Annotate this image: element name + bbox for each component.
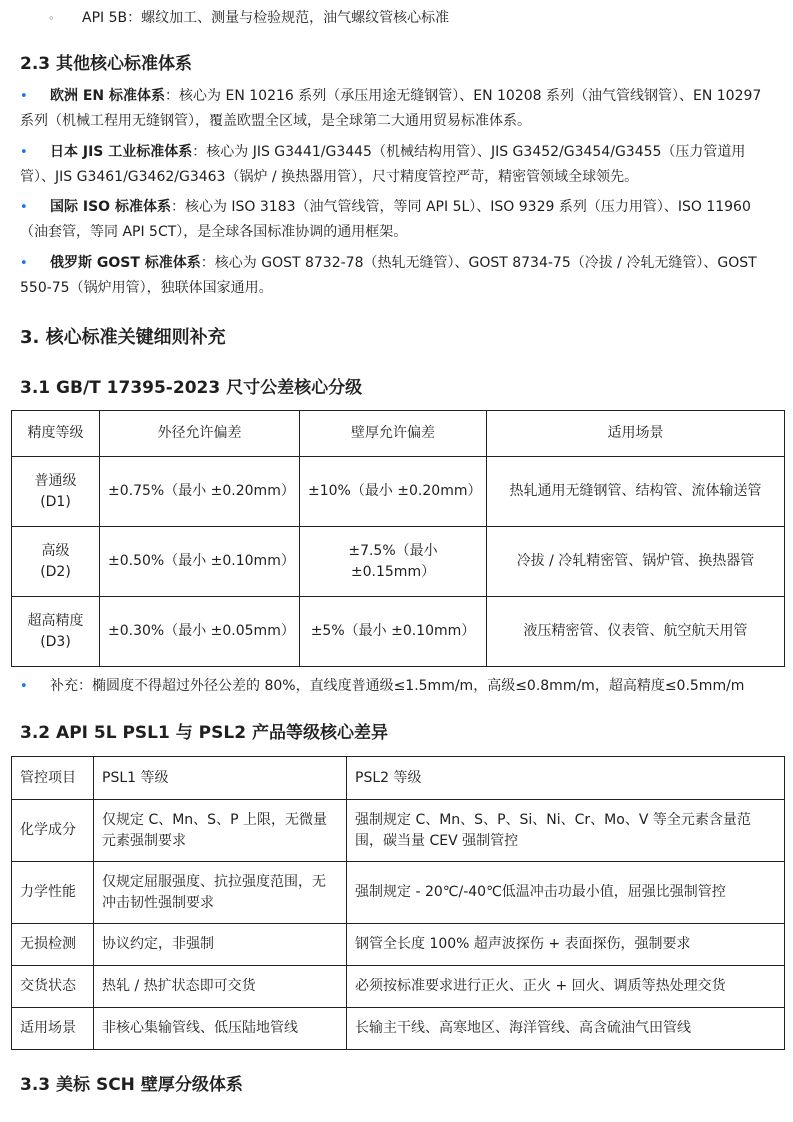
bullet-label: 日本 JIS 工业标准体系 <box>50 144 193 160</box>
bullet-item-jis <box>20 140 772 190</box>
table-header-cell: PSL2 等级 <box>347 757 785 800</box>
table-cell: 强制规定 - 20℃/-40℃低温冲击功最小值，屈强比强制管控 <box>347 862 785 924</box>
section-3-3-heading: 3.3 美标 SCH 壁厚分级体系 <box>20 1075 243 1095</box>
table-cell: ±0.75%（最小 ±0.20mm） <box>100 457 300 527</box>
table-row <box>12 800 785 862</box>
table-cell: ±10%（最小 ±0.20mm） <box>300 457 487 527</box>
table-cell: 冷拔 / 冷轧精密管、锅炉管、换热器管 <box>487 527 785 597</box>
table-cell: ±5%（最小 ±0.10mm） <box>300 597 487 667</box>
table-cell: 热轧 / 热扩状态即可交货 <box>94 966 347 1008</box>
table-cell: ±0.30%（最小 ±0.05mm） <box>100 597 300 667</box>
table-row <box>12 457 785 527</box>
bullet-dot-icon: • <box>20 145 28 160</box>
note-text: 补充：椭圆度不得超过外径公差的 80%，直线度普通级≤1.5mm/m，高级≤0.8mm/m，超高精度≤0.5mm/m <box>50 678 745 694</box>
table-cell: 液压精密管、仪表管、航空航天用管 <box>487 597 785 667</box>
bullet-item-en <box>20 84 772 134</box>
table-row <box>12 924 785 966</box>
bullet-dot-icon: • <box>20 256 28 271</box>
table-header-cell: 外径允许偏差 <box>100 411 300 457</box>
table-cell: 仅规定 C、Mn、S、P 上限，无微量元素强制要求 <box>94 800 347 862</box>
table-cell: 超高精度 (D3) <box>12 597 100 667</box>
table-cell: 长输主干线、高寒地区、海洋管线、高含硫油气田管线 <box>347 1008 785 1050</box>
sub-bullet-api-5b <box>48 8 449 29</box>
bullet-text: ：核心为 EN 10216 系列（承压用途无缝钢管）、EN 10208 系列（油气管线钢管）、EN 10297 系列（机械工程用无缝钢管），覆盖欧盟全区域，是全球第二大通用贸易标准体系。 <box>20 88 762 129</box>
bullet-label: 国际 ISO 标准体系 <box>50 199 171 215</box>
table-header-cell: 管控项目 <box>12 757 94 800</box>
bullet-text: ：核心为 GOST 8732-78（热轧无缝管）、GOST 8734-75（冷拔 / 冷轧无缝管）、GOST 550-75（锅炉用管），独联体国家通用。 <box>20 255 757 296</box>
hollow-bullet-icon: ◦ <box>48 12 55 25</box>
table-cell: 普通级 (D1) <box>12 457 100 527</box>
table-cell: 交货状态 <box>12 966 94 1008</box>
section-2-3-heading: 2.3 其他核心标准体系 <box>20 54 193 74</box>
table-cell: 化学成分 <box>12 800 94 862</box>
section-3-1-heading: 3.1 GB/T 17395-2023 尺寸公差核心分级 <box>20 378 363 398</box>
bullet-dot-icon: • <box>20 89 28 104</box>
table-cell: 强制规定 C、Mn、S、P、Si、Ni、Cr、Mo、V 等全元素含量范围，碳当量 CEV 强制管控 <box>347 800 785 862</box>
table-cell: 热轧通用无缝钢管、结构管、流体输送管 <box>487 457 785 527</box>
table-cell: 适用场景 <box>12 1008 94 1050</box>
table-cell: 必须按标准要求进行正火、正火 + 回火、调质等热处理交货 <box>347 966 785 1008</box>
table-header-cell: 壁厚允许偏差 <box>300 411 487 457</box>
table-cell: 钢管全长度 100% 超声波探伤 + 表面探伤，强制要求 <box>347 924 785 966</box>
bullet-text: ：核心为 ISO 3183（油气管线管，等同 API 5L）、ISO 9329 系列（压力用管）、ISO 11960（油套管，等同 API 5CT），是全球各国标准协调的通用框架。 <box>20 199 751 240</box>
table-row <box>12 527 785 597</box>
table-header-cell: 精度等级 <box>12 411 100 457</box>
table-cell: 无损检测 <box>12 924 94 966</box>
table-header-cell: PSL1 等级 <box>94 757 347 800</box>
section-3-2-heading: 3.2 API 5L PSL1 与 PSL2 产品等级核心差异 <box>20 723 388 743</box>
table-cell: 仅规定屈服强度、抗拉强度范围，无冲击韧性强制要求 <box>94 862 347 924</box>
table-row <box>12 862 785 924</box>
bullet-dot-icon: • <box>20 200 28 215</box>
tolerance-table <box>11 410 785 667</box>
table-cell: 力学性能 <box>12 862 94 924</box>
section-3-heading: 3. 核心标准关键细则补充 <box>20 327 226 348</box>
bullet-dot-icon: • <box>20 679 28 694</box>
table-cell: 协议约定，非强制 <box>94 924 347 966</box>
table-cell: 高级 (D2) <box>12 527 100 597</box>
table-header-cell: 适用场景 <box>487 411 785 457</box>
bullet-label: 欧洲 EN 标准体系 <box>50 88 166 104</box>
table-row <box>12 1008 785 1050</box>
bullet-item-iso <box>20 195 772 245</box>
table-header-row <box>12 757 785 800</box>
bullet-label: 俄罗斯 GOST 标准体系 <box>50 255 201 271</box>
psl-comparison-table <box>11 756 785 1050</box>
tolerance-note <box>20 676 744 697</box>
table-cell: ±7.5%（最小 ±0.15mm） <box>300 527 487 597</box>
table-cell: 非核心集输管线、低压陆地管线 <box>94 1008 347 1050</box>
table-cell: ±0.50%（最小 ±0.10mm） <box>100 527 300 597</box>
table-row <box>12 966 785 1008</box>
table-row <box>12 597 785 667</box>
sub-bullet-text: API 5B：螺纹加工、测量与检验规范，油气螺纹管核心标准 <box>82 10 450 26</box>
bullet-text: ：核心为 JIS G3441/G3445（机械结构用管）、JIS G3452/G3454/G3455（压力管道用管）、JIS G3461/G3462/G3463（锅炉 / 换热器用管），尺寸精度管控严苛，精密管领域全球领先。 <box>20 144 746 185</box>
table-header-row <box>12 411 785 457</box>
bullet-item-gost <box>20 251 772 301</box>
